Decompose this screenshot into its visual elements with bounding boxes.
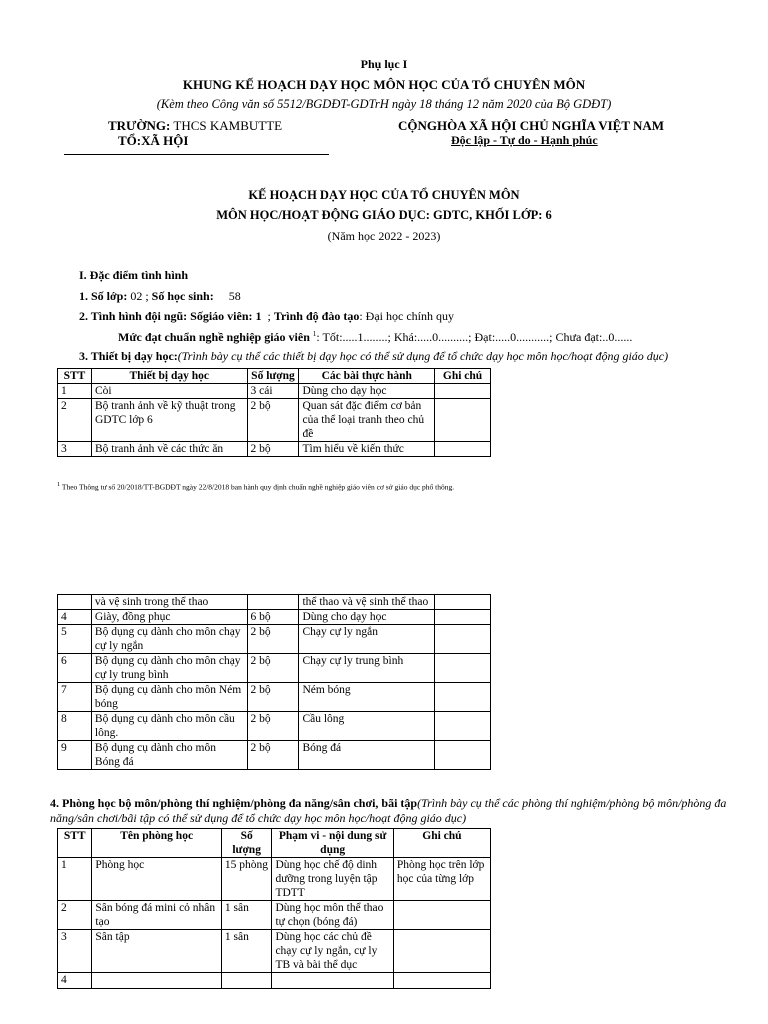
table-cell <box>221 973 272 989</box>
header-cell: STT <box>58 369 92 384</box>
table-cell: Chạy cự ly trung bình <box>299 654 435 683</box>
main-title: KHUNG KẾ HOẠCH DẠY HỌC MÔN HỌC CỦA TỔ CHUYÊN MÔN <box>182 77 586 92</box>
table-cell: Bộ dụng cụ dành cho môn chạy cự ly trung bình <box>91 654 247 683</box>
table-header-row <box>58 369 491 384</box>
table-cell: Sân bóng đá mini cỏ nhân tạo <box>92 901 221 930</box>
footnote-ref: 1 <box>312 330 317 338</box>
table-cell: Dùng học chế độ dinh dưỡng trong luyện tập TDTT <box>272 858 393 901</box>
table-cell: 7 <box>58 683 92 712</box>
staff-separator: ; <box>261 309 274 323</box>
standard-line <box>118 330 632 345</box>
table-row <box>58 683 491 712</box>
header-cell: Số lượng <box>247 369 299 384</box>
table-row <box>58 741 491 770</box>
table-row <box>58 654 491 683</box>
table-cell: 1 <box>58 858 92 901</box>
header-cell: Ghi chú <box>393 829 490 858</box>
table-cell: Ném bóng <box>299 683 435 712</box>
table-cell: Còi <box>91 384 247 399</box>
table-cell <box>435 384 491 399</box>
table-cell: 8 <box>58 712 92 741</box>
table-cell: Phòng học trên lớp học của từng lớp <box>393 858 490 901</box>
school-name: THCS KAMBUTTE <box>170 118 283 133</box>
table-cell <box>435 712 491 741</box>
plan-subject: MÔN HỌC/HOẠT ĐỘNG GIÁO DỤC: GDTC, KHỐI LỚP: 6 <box>216 208 552 222</box>
footnote-text: Theo Thông tư số 20/2018/TT-BGDĐT ngày 22/8/2018 ban hành quy định chuẩn nghề nghiệp giáo viên cơ sở giáo dục phổ thông. <box>61 482 455 492</box>
table-cell: Sân tập <box>92 930 221 973</box>
school-year: (Năm học 2022 - 2023) <box>327 229 441 243</box>
table-cell: Tìm hiểu về kiến thức <box>299 442 435 457</box>
header-cell: Tên phòng học <box>92 829 221 858</box>
table-cell: 3 <box>58 930 92 973</box>
table-row <box>58 901 491 930</box>
department: TỔ:XÃ HỘI <box>118 133 189 148</box>
class-count: 02 ; <box>127 289 152 303</box>
table-cell <box>435 442 491 457</box>
table-row <box>58 930 491 973</box>
table-row <box>58 712 491 741</box>
table-cell: Bộ dụng cụ dành cho môn Bóng đá <box>91 741 247 770</box>
table-cell: 1 sân <box>221 930 272 973</box>
table-row <box>58 858 491 901</box>
student-count-label: Số học sinh: <box>151 289 214 303</box>
section-heading: I. Đặc điểm tình hình <box>79 268 189 282</box>
divider <box>64 154 329 155</box>
table-cell: Bộ dụng cụ dành cho môn cầu lông. <box>91 712 247 741</box>
table-cell <box>393 930 490 973</box>
table-cell: 6 bộ <box>247 610 299 625</box>
table-cell <box>435 610 491 625</box>
table-row <box>58 610 491 625</box>
table-cell: 2 bộ <box>247 654 299 683</box>
table-cell: Phòng học <box>92 858 221 901</box>
training-level: : Đại học chính quy <box>359 309 454 323</box>
table-cell: Dùng cho dạy học <box>299 384 435 399</box>
table-cell: 2 <box>58 399 92 442</box>
table-cell: 2 bộ <box>247 741 299 770</box>
table-cell <box>435 595 491 610</box>
table-cell: 9 <box>58 741 92 770</box>
table-cell: 3 <box>58 442 92 457</box>
table-cell: 3 cái <box>247 384 299 399</box>
table-cell: Dùng học môn thể thao tự chọn (bóng đá) <box>272 901 393 930</box>
school-label: TRƯỜNG: <box>108 118 171 133</box>
standard-label: Mức đạt chuẩn nghề nghiệp giáo viên <box>118 330 313 344</box>
table-cell <box>435 683 491 712</box>
header-cell: STT <box>58 829 92 858</box>
class-count-label: 1. Số lớp: <box>79 289 128 303</box>
table-cell <box>435 741 491 770</box>
table-cell: 15 phòng <box>221 858 272 901</box>
table-cell: Dùng cho dạy học <box>299 610 435 625</box>
staff-label: 2. Tình hình đội ngũ: Sốgiáo viên: 1 <box>79 309 262 323</box>
standard-values: : Tốt:.....1........; Khá:.....0..........; Đạt:.....0...........; Chưa đạt:..0...... <box>316 330 633 344</box>
table-row <box>58 973 491 989</box>
table-cell: 2 bộ <box>247 625 299 654</box>
header-cell: Ghi chú <box>435 369 491 384</box>
table-cell: và vệ sinh trong thể thao <box>91 595 247 610</box>
table-cell: Bộ tranh ảnh về các thức ăn <box>91 442 247 457</box>
table-cell: thể thao và vệ sinh thể thao <box>299 595 435 610</box>
table-cell <box>435 654 491 683</box>
table-cell <box>435 399 491 442</box>
facilities-note: (Trình bày cụ thể các phòng thí nghiệm/phòng bộ môn/phòng đa năng/sân chơi/bãi tập có thể sử dụng để tổ chức dạy học môn học/hoạt động giáo dục) <box>50 796 727 825</box>
appendix-label: Phụ lục I <box>360 57 408 71</box>
equipment-table <box>57 368 491 457</box>
table-cell <box>435 625 491 654</box>
table-row <box>58 384 491 399</box>
training-level-label: Trình độ đào tạo <box>273 309 360 323</box>
table-cell <box>393 973 490 989</box>
footnote <box>57 481 454 492</box>
table-cell: 4 <box>58 610 92 625</box>
table-header-row <box>58 829 491 858</box>
header-cell: Phạm vi - nội dung sử dụng <box>272 829 393 858</box>
table-cell <box>92 973 221 989</box>
table-cell: 1 <box>58 384 92 399</box>
table-row <box>58 625 491 654</box>
table-row <box>58 399 491 442</box>
table-cell: Bóng đá <box>299 741 435 770</box>
facilities-table <box>57 828 491 989</box>
equipment-note: (Trình bày cụ thể các thiết bị dạy học có thể sử dụng để tổ chức dạy học môn học/hoạt động giáo dục) <box>177 349 669 363</box>
table-cell: Chạy cự ly ngắn <box>299 625 435 654</box>
school-line <box>108 118 282 134</box>
table-cell: Quan sát đặc điểm cơ bản của thể loại tranh theo chủ đề <box>299 399 435 442</box>
table-cell: 2 bộ <box>247 683 299 712</box>
equipment-label: 3. Thiết bị dạy học: <box>79 349 178 363</box>
table-cell: 2 bộ <box>247 399 299 442</box>
table-cell: 6 <box>58 654 92 683</box>
equipment-table-continued <box>57 594 491 770</box>
facilities-label: 4. Phòng học bộ môn/phòng thí nghiệm/phòng đa năng/sân chơi, bãi tập <box>50 796 418 810</box>
header-cell: Số lượng <box>221 829 272 858</box>
table-row <box>58 442 491 457</box>
table-cell: Bộ dụng cụ dành cho môn Ném bóng <box>91 683 247 712</box>
subtitle: (Kèm theo Công văn số 5512/BGDĐT-GDTrH ngày 18 tháng 12 năm 2020 của Bộ GDĐT) <box>156 97 612 111</box>
table-cell <box>393 901 490 930</box>
footnote-number: 1 <box>57 481 61 488</box>
table-cell <box>272 973 393 989</box>
header-cell: Các bài thực hành <box>299 369 435 384</box>
header-cell: Thiết bị dạy học <box>91 369 247 384</box>
table-row <box>58 595 491 610</box>
table-cell: Giày, đồng phục <box>91 610 247 625</box>
table-cell: 5 <box>58 625 92 654</box>
class-count-line <box>79 289 241 304</box>
equipment-line <box>79 349 668 364</box>
table-cell: 2 bộ <box>247 442 299 457</box>
student-count: 58 <box>213 289 241 303</box>
table-cell <box>247 595 299 610</box>
table-cell <box>58 595 92 610</box>
table-cell: 2 <box>58 901 92 930</box>
motto: Độc lập - Tự do - Hạnh phúc <box>451 133 598 147</box>
table-cell: 1 sân <box>221 901 272 930</box>
nation-title: CỘNGHÒA XÃ HỘI CHỦ NGHĨA VIỆT NAM <box>398 118 665 133</box>
table-cell: Bộ dụng cụ dành cho môn chạy cự ly ngắn <box>91 625 247 654</box>
staff-line <box>79 309 454 324</box>
plan-title: KẾ HOẠCH DẠY HỌC CỦA TỔ CHUYÊN MÔN <box>248 188 520 202</box>
table-cell: 4 <box>58 973 92 989</box>
table-cell: Dùng học các chủ đề chạy cự ly ngắn, cự ly TB và bài thể dục <box>272 930 393 973</box>
table-cell: Bộ tranh ảnh về kỹ thuật trong GDTC lớp 6 <box>91 399 247 442</box>
table-cell: Cầu lông <box>299 712 435 741</box>
facilities-line <box>50 796 750 826</box>
table-cell: 2 bộ <box>247 712 299 741</box>
